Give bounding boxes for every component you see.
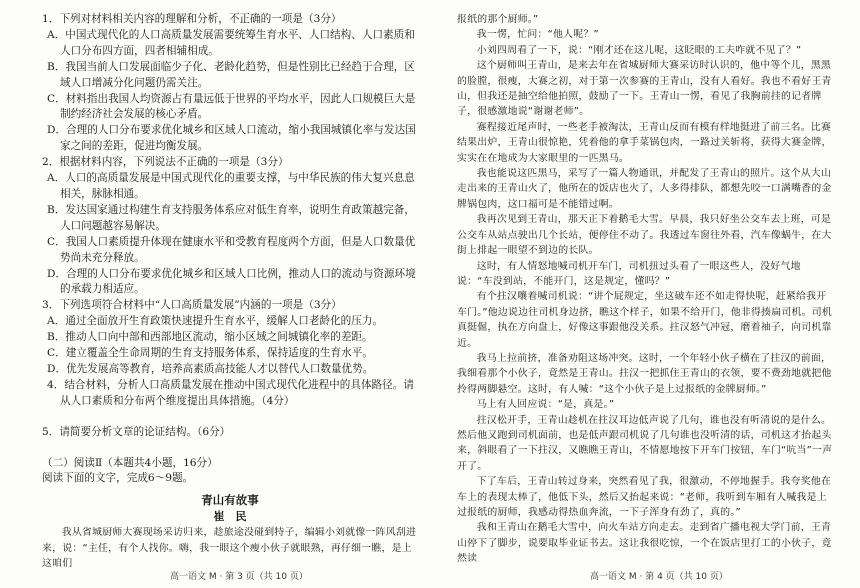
question-5 (42, 425, 418, 441)
story-paragraph: 这时，有人情怒地喊司机开车门，司机扭过头看了一眼这些人，没好气地说：“车没到站，不能开门，这是规定，懂吗？” (457, 260, 801, 287)
option-b: B．推动人口向中部和西部地区流动，缩小区域之间城镇化率的差距。 (47, 331, 373, 344)
right-page (457, 12, 833, 567)
section-heading: （二）阅读Ⅱ（本题共4小题，16分） (42, 456, 218, 469)
story-paragraph: 马上有人回应说：“是，真是。” (476, 399, 615, 411)
question-1 (42, 12, 418, 155)
story-paragraph: 我和王青山在鹅毛大雪中，向火车站方向走去。走到省广播电视大学门前，王青山停下了脚步，说要取毕业证书去。这让我很吃惊，一个在饭店里打工的小伙子，竟然读 (457, 522, 832, 565)
story-paragraph: 我马上拉前挤，准备劝阻这场冲突。这时，一个年轻小伙子横在了拄汉的前面，我细看那个小伙子，竟然是王青山。拄汉一把抓住王青山的衣领，要不费劲地就把他拎得两脚悬空。这时，有人喊：“这个小伙子是上过报纸的金牌厨师。” (457, 352, 832, 395)
option-a: A．人口的高质量发展是中国式现代化的重要支撑，与中华民族的伟大复兴息息相关，脉脉相通。 (47, 172, 415, 200)
question-4 (42, 378, 418, 410)
story-paragraph: 有个拄汉嚷着喊司机说：“讲个屁规定，坐这破车还不如走得快呢，赶紧给我开车门。”他边说边往司机身边挤，瞧这个样子，如果不给开门，他非得揍扁司机。司机真挺倔，执在方向盘上，好像这事跟他没关系。拄汉怒气冲冠，磨着袖子，向司机靠近。 (457, 291, 833, 349)
question-3 (42, 298, 418, 378)
question-stem: 4．结合材料，分析人口高质量发展在推动中国式现代化进程中的具体路径。请从人口素质和分布两个维度提出具体措施。（4分） (47, 378, 414, 407)
option-c: C．我国人口素质提升体现在健康水平和受教育程度两个方面，但是人口数量优势尚未充分释放。 (47, 235, 416, 264)
option-d: D．合理的人口分布要求优化城乡和区域人口流动，缩小我国城镇化率与发达国家之间的差距，促进均衡发展。 (47, 124, 416, 153)
story-paragraph: 拄汉松开手，王青山趁机在拄汉耳边低声说了几句，谁也没有听清说的是什么。然后他又跑到司机面前，也是低声跟司机说了几句谁也没听清的话，司机这才抬起头来，斜眼看了一下拄汉，又瞧瞧王青山，不情愿地按下开车门按钮，车门“吭当”一声开了。 (457, 414, 833, 472)
page-footer: 高一语文 M · 第 3 页（共 10 页） (170, 572, 308, 582)
story-paragraph: 我一愣，忙问：“他人呢？” (476, 29, 599, 41)
option-d: D．合理的人口分布要求优化城乡和区域人口比例，推动人口的流动与资源环境的承载力相适应。 (47, 267, 416, 296)
page-footer: 高一语文 M · 第 4 页（共 10 页） (590, 572, 728, 582)
option-d: D．优先发展高等教育，培养高素质高技能人才以替代人口数量优势。 (47, 362, 374, 375)
option-a: A．通过全面放开生育政策快速提升生育水平，缓解人口老龄化的压力。 (47, 315, 384, 328)
question-stem: 3．下列选项符合材料中“人口高质量发展”内涵的一项是（3分） (42, 299, 342, 312)
option-c: C．建立覆盖全生命周期的生育支持服务体系，保持适度的生育水平。 (47, 347, 373, 360)
option-c: C．材料指出我国人均资源占有量远低于世界的平均水平，因此人口规模巨大是制约经济社会发展的核心矛盾。 (47, 92, 416, 121)
story-title: 青山有故事 (201, 493, 259, 508)
story-paragraph: 小刘四周看了一下，说：“刚才还在这儿呢，这眨眼的工夫咋就不见了？” (476, 44, 802, 56)
story-paragraph: 赛程接近尾声时，一些老手被淘汰，王青山反而有模有样地挺进了前三名。比赛结果出炉，王青山很惊艳，凭着他的拿手菜锅包肉，一路过关斩将，获得大赛金牌，实实在在地成为大家眼里的一匹黑马。 (457, 121, 832, 164)
reading-instruction: 阅读下面的文字，完成6～9题。 (42, 472, 194, 485)
story-paragraph: 这个厨师叫王青山，是来去年在省城厨师大赛采访时认识的，他中等个儿，黑黑的脸膛，很瘦，大赛之初，对于第一次参赛的王青山，没有人看好。我也不看好王青山，但我还是抽空给他拍照，鼓励了一下。王青山一愣，看见了我胸前挂的记者牌子，很感激地说“谢谢老师”。 (457, 60, 832, 118)
option-b: B．发达国家通过构建生育支持服务体系应对低生育率，说明生育政策越完备，人口问题越容易解决。 (47, 203, 415, 232)
story-paragraph: 我也能说这匹黑马，采写了一篇人物通讯，并配发了王青山的照片。这个从大山走出来的王青山火了，他所在的饭店也火了，人多得排队，都想先咬一口满嘴香的金牌锅包肉，这口福可是不能错过啊。 (457, 168, 832, 210)
option-b: B．我国当前人口发展面临少子化、老龄化趋势，但是性别比已经趋于合理，区域人口增减分化问题仍需关注。 (47, 60, 415, 89)
question-stem: 5．请简要分析文章的论证结构。（6分） (42, 425, 231, 438)
story-author: 崔 民 (213, 510, 247, 524)
question-stem: 1．下列对材料相关内容的理解和分析，不正确的一项是（3分） (42, 13, 342, 25)
story-paragraph: 下了车后，王青山转过身来，突然看见了我，很激动，不停地握手。我夸奖他在车上的表现太棒了，他低下头，然后又抬起来说：“老师，我听到车厢有人喊我是上过报纸的厨师，我感动得热血奔流，一下子浑身有劲了，真的。” (457, 476, 832, 518)
question-stem: 2．根据材料内容，下列说法不正确的一项是（3分） (42, 156, 289, 169)
option-a: A．中国式现代化的人口高质量发展需要统筹生育水平、人口结构、人口素质和人口分布四方面，四者相辅相成。 (47, 28, 415, 57)
story-paragraph: 报纸的那个厨师。” (457, 14, 539, 25)
story-paragraph: 我从省城厨师大赛现场采访归来，趁旅途没碰到特子，编辑小刘就像一阵风刮进来，说：“主任，有个人找你。嗨，我一眼这个瘦小伙子就眼熟，再仔细一瞧，是上这咱们 (42, 527, 417, 569)
left-page (42, 12, 418, 571)
story-paragraph: 我再次见到王青山，那天正下着鹅毛大雪。早晨，我只好坐公交车去上班，可是公交车从站点驶出几个长站，便停住不动了。我透过车窗往外看，汽车像蜗牛，在大街上排起一眼望不到边的长队。 (457, 214, 832, 257)
question-2 (42, 155, 418, 298)
